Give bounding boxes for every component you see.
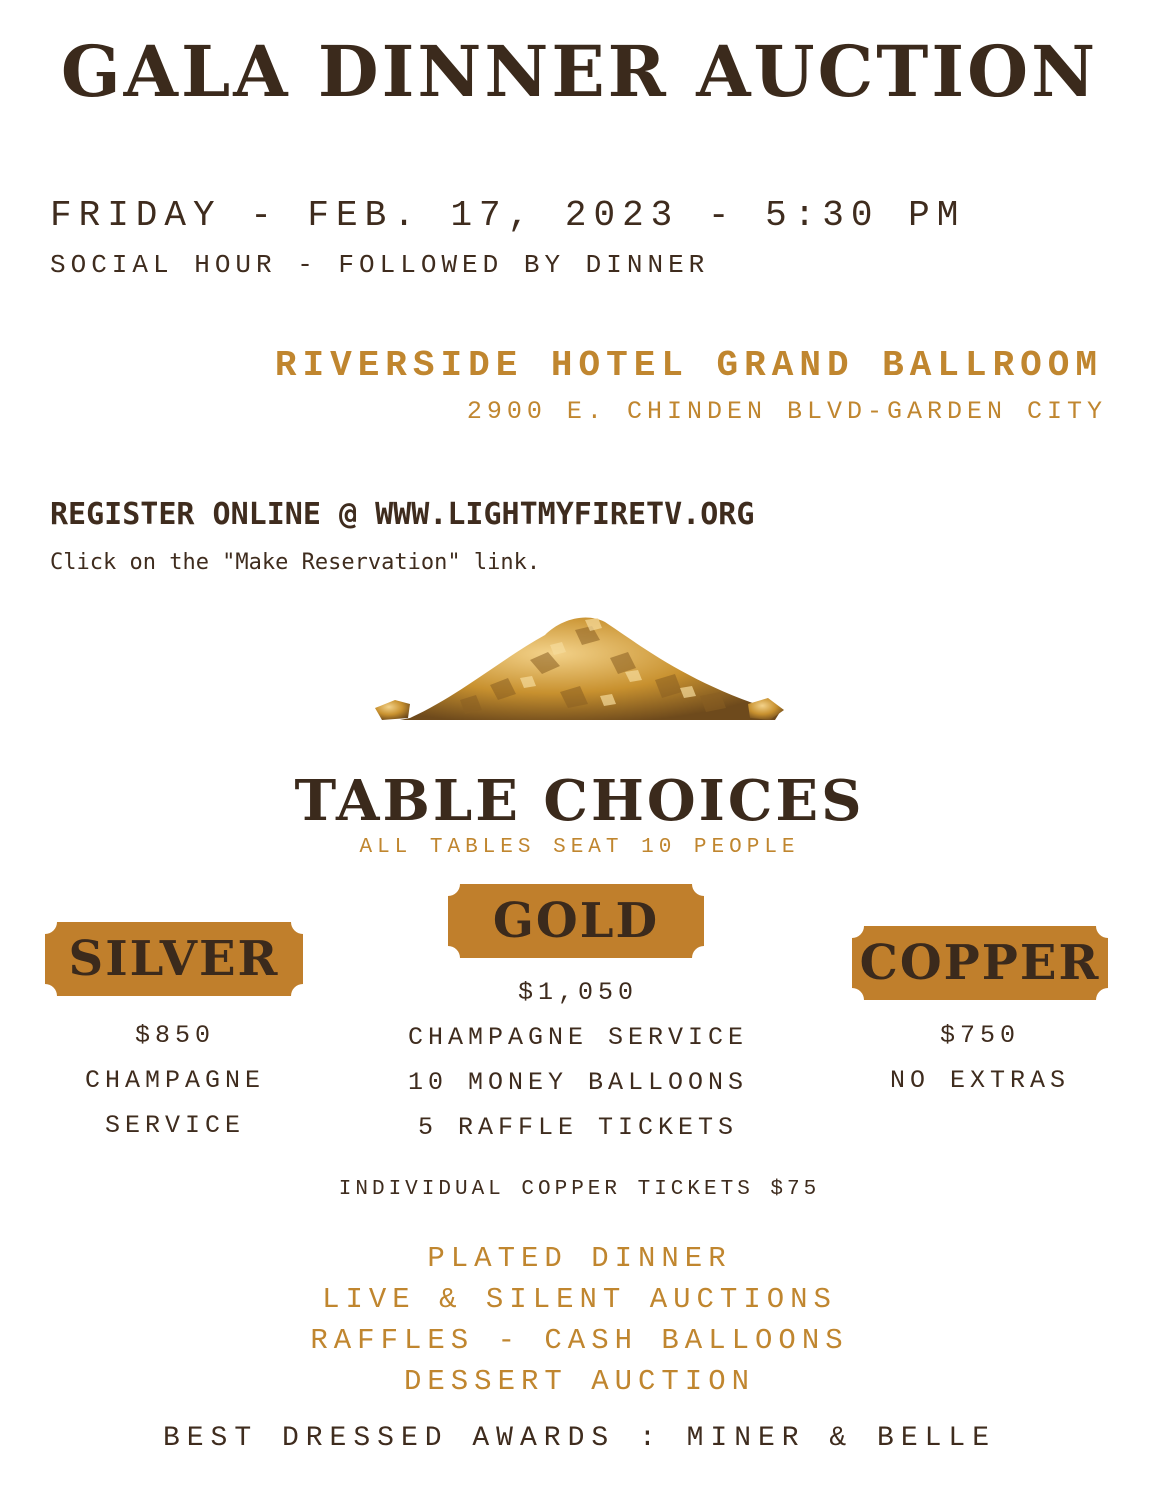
silver-table-badge xyxy=(45,922,303,996)
page-title: GALA DINNER AUCTION xyxy=(60,30,1099,113)
table-choices-heading: TABLE CHOICES xyxy=(294,768,865,834)
register-instruction: Click on the "Make Reservation" link. xyxy=(50,550,541,575)
table-choices-subheading: ALL TABLES SEAT 10 PEOPLE xyxy=(359,836,800,859)
silver-perk: CHAMPAGNE xyxy=(84,1066,266,1095)
gold-perk: 10 MONEY BALLOONS xyxy=(407,1068,749,1097)
silver-price: $850 xyxy=(134,1021,215,1050)
features-list xyxy=(0,1238,1159,1402)
silver-details xyxy=(20,1013,330,1148)
event-schedule-line: SOCIAL HOUR - FOLLOWED BY DINNER xyxy=(50,250,710,280)
feature-item: RAFFLES - CASH BALLOONS xyxy=(310,1324,849,1357)
feature-item: DESSERT AUCTION xyxy=(403,1365,756,1398)
copper-label: COPPER xyxy=(859,935,1101,991)
venue-name: RIVERSIDE HOTEL GRAND BALLROOM xyxy=(274,345,1103,386)
copper-details xyxy=(830,1013,1130,1103)
silver-perk: SERVICE xyxy=(104,1111,246,1140)
gold-nugget-pile-image xyxy=(370,600,790,725)
gold-label: GOLD xyxy=(492,893,660,949)
copper-perk: NO EXTRAS xyxy=(889,1066,1071,1095)
gold-perk: 5 RAFFLE TICKETS xyxy=(417,1113,739,1142)
gold-price: $1,050 xyxy=(517,978,638,1007)
venue-address: 2900 E. CHINDEN BLVD-GARDEN CITY xyxy=(466,397,1107,426)
copper-price: $750 xyxy=(939,1021,1020,1050)
gold-details xyxy=(330,970,826,1150)
gold-table-badge xyxy=(448,884,704,958)
feature-item: LIVE & SILENT AUCTIONS xyxy=(322,1283,837,1316)
feature-item: PLATED DINNER xyxy=(427,1242,732,1275)
best-dressed-awards: BEST DRESSED AWARDS : MINER & BELLE xyxy=(162,1423,997,1454)
copper-table-badge xyxy=(852,926,1108,1000)
register-online-link[interactable]: REGISTER ONLINE @ WWW.LIGHTMYFIRETV.ORG xyxy=(50,497,755,532)
event-date-line: FRIDAY - FEB. 17, 2023 - 5:30 PM xyxy=(50,195,966,236)
gold-perk: CHAMPAGNE SERVICE xyxy=(407,1023,749,1052)
individual-tickets: INDIVIDUAL COPPER TICKETS $75 xyxy=(338,1178,821,1201)
silver-label: SILVER xyxy=(68,931,280,987)
